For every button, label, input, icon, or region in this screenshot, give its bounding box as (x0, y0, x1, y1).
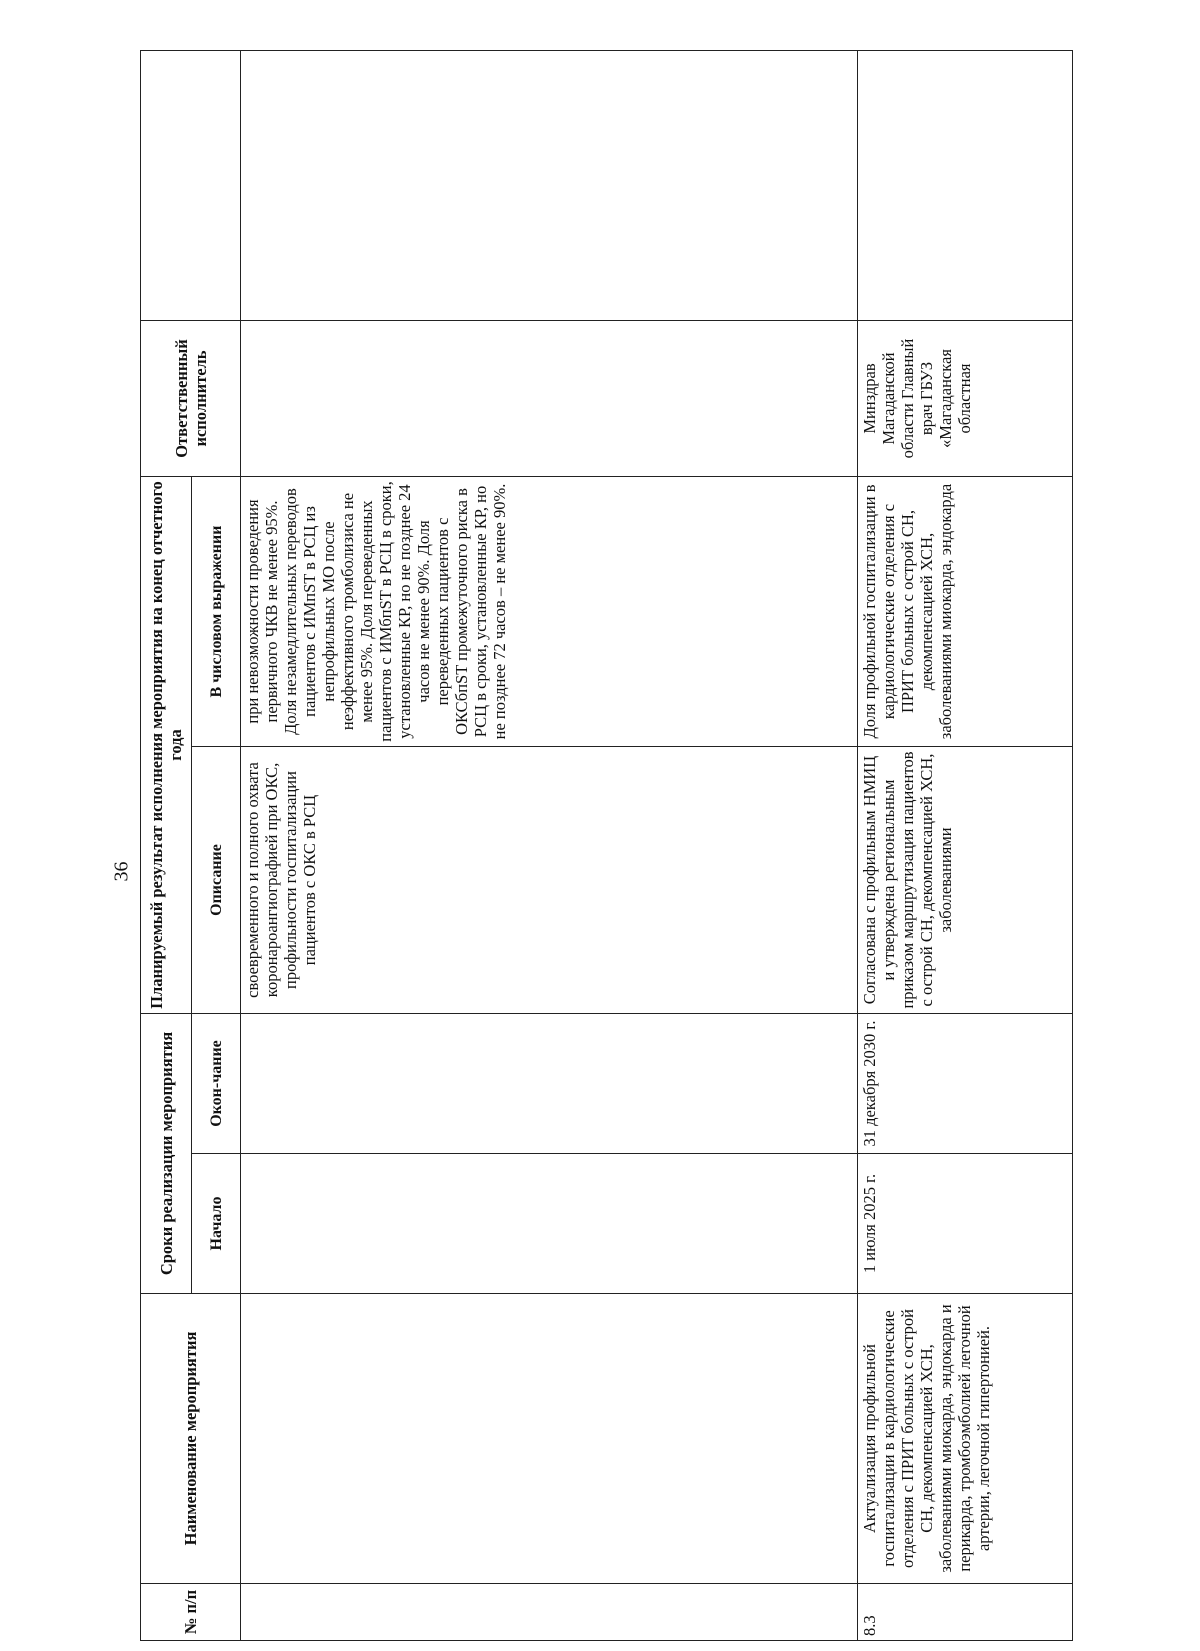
cell-end (241, 1014, 858, 1154)
cell-name (241, 1294, 858, 1584)
header-responsible: Ответственный исполнитель (141, 321, 241, 477)
cell-empty (241, 51, 858, 321)
cell-end: 31 декабря 2030 г. (858, 1014, 1073, 1154)
cell-name: Актуализация профильной госпитализации в кардиологические отделения с ПРИТ больных с острой СН, декомпенсацией ХСН, заболеваниями миокарда, эндокарда и перикарда, тромбоэмболией легочной артерии, легочной гипертонией. (858, 1294, 1073, 1584)
cell-description: Согласована с профильным НМИЦ и утверждена региональным приказом маршрутизация пациентов с острой СН, декомпенсацией ХСН, заболеваниями (858, 747, 1073, 1014)
header-terms: Сроки реализации мероприятия (141, 1014, 192, 1294)
header-num: № п/п (141, 1584, 241, 1641)
cell-empty (858, 51, 1073, 321)
cell-start: 1 июля 2025 г. (858, 1154, 1073, 1294)
cell-numeric: при невозможности проведения первичного ЧКВ не менее 95%. Доля незамедлительных переводов пациентов с ИМпST в РСЦ из непрофильных МО после неэффективного тромболизиса не менее 95%. Доля переведенных пациентов с ИМбпST в РСЦ в сроки, установленные КР, но не позднее 24 часов не менее 90%. Доля переведенных пациентов с ОКСбпST промежуточного риска в РСЦ в сроки, установленные КР, но не позднее 72 часов – не менее 90%. (241, 477, 858, 747)
header-result: Планируемый результат исполнения мероприятия на конец отчетного года (141, 477, 192, 1014)
table-row (858, 51, 1073, 1641)
cell-num (241, 1584, 858, 1641)
header-name: Наименование мероприятия (141, 1294, 241, 1584)
table-row (241, 51, 858, 1641)
cell-responsible: Минздрав Магаданской области Главный врач ГБУЗ «Магаданская областная (858, 321, 1073, 477)
cell-start (241, 1154, 858, 1294)
header-row-1 (141, 51, 192, 1641)
header-numeric: В числовом выражении (192, 477, 241, 747)
header-description: Описание (192, 747, 241, 1014)
header-start: Начало (192, 1154, 241, 1294)
cell-numeric: Доля профильной госпитализации в кардиологические отделения с ПРИТ больных с острой СН, декомпенсацией ХСН, заболеваниями миокарда, эндокарда (858, 477, 1073, 747)
cell-description: своевременного и полного охвата коронароангиографией при ОКС, профильности госпитализации пациентов с ОКС в РСЦ (241, 747, 858, 1014)
cell-num: 8.3 (858, 1584, 1073, 1641)
plan-table (140, 50, 1073, 1641)
cell-responsible (241, 321, 858, 477)
page-number: 36 (110, 861, 133, 882)
header-empty (141, 51, 241, 321)
header-end: Окон-чание (192, 1014, 241, 1154)
rotated-table-sheet (140, 51, 1115, 1641)
